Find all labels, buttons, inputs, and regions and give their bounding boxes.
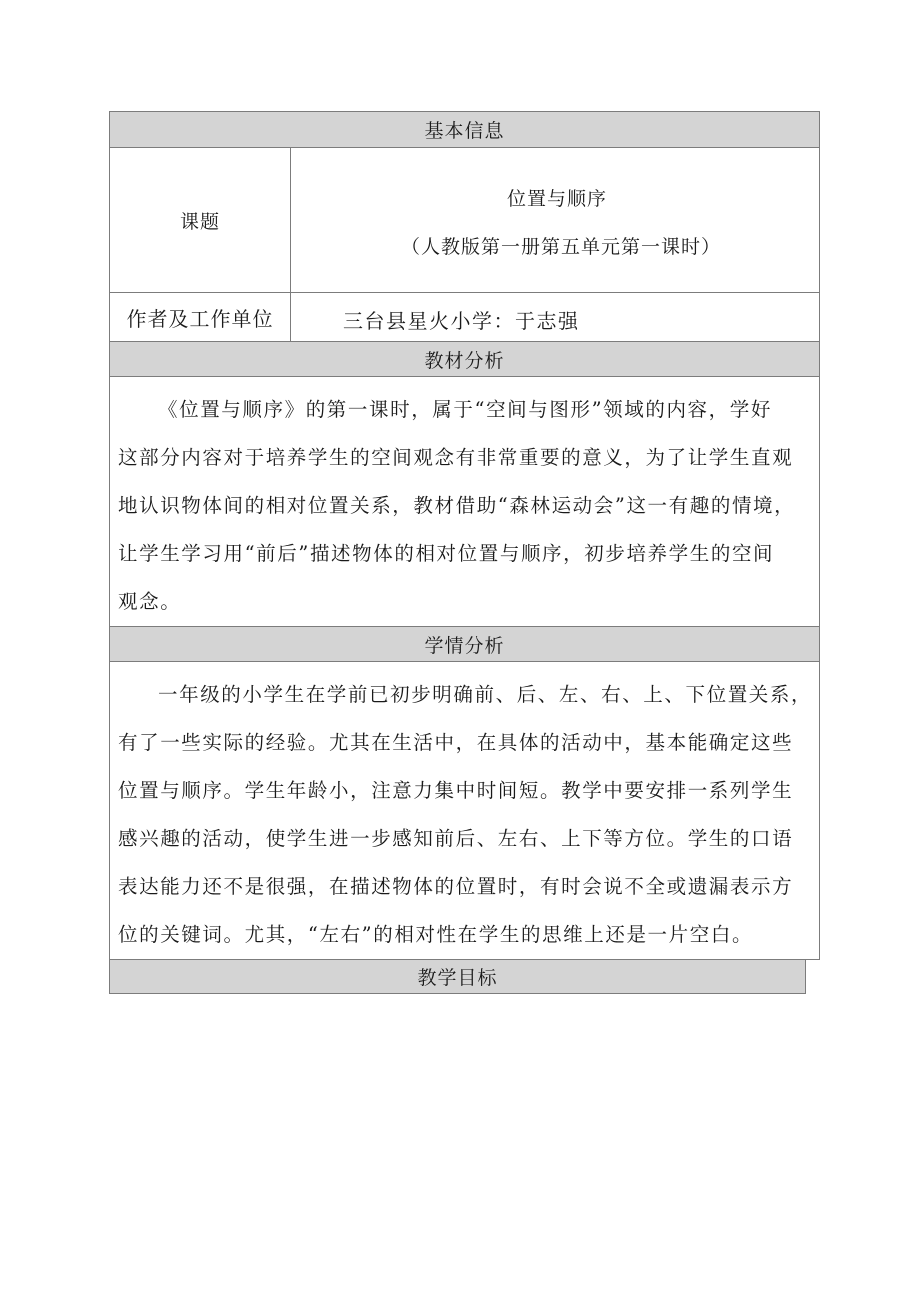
student-analysis-body — [109, 661, 820, 960]
author-value: 三台县星火小学：于志强 — [343, 309, 580, 333]
section-header-teaching-goals — [109, 959, 806, 994]
section-header-text: 教材分析 — [424, 349, 505, 372]
paragraph-line: 地认识物体间的相对位置关系，教材借助“森林运动会”这一有趣的情境， — [118, 494, 796, 517]
value-cell-topic — [290, 147, 820, 293]
section-header-text: 教学目标 — [417, 967, 498, 989]
section-header-student-analysis — [109, 626, 820, 662]
label-cell-topic — [109, 147, 291, 293]
paragraph-line: 一年级的小学生在学前已初步明确前、后、左、右、上、下位置关系， — [158, 683, 813, 706]
label-cell-author — [109, 292, 291, 342]
paragraph-line: 位的关键词。尤其，“左右”的相对性在学生的思维上还是一片空白。 — [118, 923, 754, 946]
label-author: 作者及工作单位 — [126, 306, 274, 331]
paragraph-line: 让学生学习用“前后”描述物体的相对位置与顺序，初步培养学生的空间 — [118, 542, 775, 565]
textbook-analysis-body — [109, 376, 820, 627]
section-header-text: 基本信息 — [424, 120, 505, 142]
paragraph-line: 位置与顺序。学生年龄小，注意力集中时间短。教学中要安排一系列学生 — [118, 779, 794, 802]
paragraph-line: 表达能力还不是很强，在描述物体的位置时，有时会说不全或遗漏表示方 — [118, 875, 794, 898]
paragraph-line: 观念。 — [118, 590, 182, 613]
paragraph-line: 这部分内容对于培养学生的空间观念有非常重要的意义，为了让学生直观 — [118, 446, 794, 469]
topic-title: 位置与顺序 — [506, 188, 607, 210]
topic-subtitle: （人教版第一册第五单元第一课时） — [401, 236, 722, 258]
section-header-basic-info — [109, 111, 820, 148]
section-header-text: 学情分析 — [424, 634, 505, 657]
label-topic: 课题 — [179, 210, 220, 233]
section-header-textbook-analysis — [109, 341, 820, 377]
paragraph-line: 《位置与顺序》的第一课时，属于“空间与图形”领域的内容，学好 — [158, 398, 772, 421]
paragraph-line: 感兴趣的活动，使学生进一步感知前后、左右、上下等方位。学生的口语 — [118, 827, 794, 850]
value-cell-author — [290, 292, 820, 342]
paragraph-line: 有了一些实际的经验。尤其在生活中，在具体的活动中，基本能确定这些 — [118, 731, 794, 754]
